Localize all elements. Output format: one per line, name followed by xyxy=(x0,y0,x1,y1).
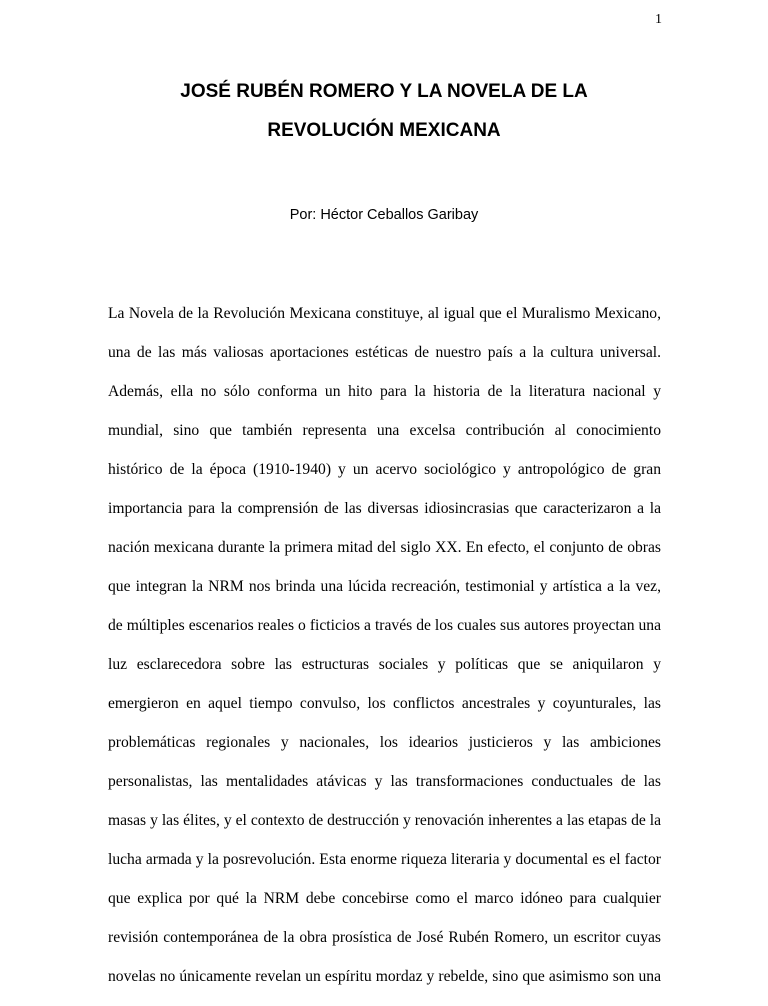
paragraph-line: emergieron en aquel tiempo convulso, los conflictos ancestrales y coyunturales, las xyxy=(108,695,661,712)
byline: Por: Héctor Ceballos Garibay xyxy=(289,207,479,223)
paragraph-line: que explica por qué la NRM debe concebirse como el marco idóneo para cualquier xyxy=(108,890,661,907)
paragraph-line: novelas no únicamente revelan un espíritu mordaz y rebelde, sino que asimismo son una xyxy=(108,968,661,985)
paragraph-line: importancia para la comprensión de las diversas idiosincrasias que caracterizaron a la xyxy=(108,500,661,517)
paragraph-line: histórico de la época (1910-1940) y un acervo sociológico y antropológico de gran xyxy=(108,461,661,478)
paragraph-line: masas y las élites, y el contexto de destrucción y renovación inherentes a las etapas de la xyxy=(108,812,661,829)
paragraph-line: lucha armada y la posrevolución. Esta enorme riqueza literaria y documental es el factor xyxy=(108,851,661,868)
page-number: 1 xyxy=(655,12,662,27)
paragraph-line: de múltiples escenarios reales o ficticios a través de los cuales sus autores proyectan una xyxy=(108,617,661,634)
paragraph-line: Además, ella no sólo conforma un hito para la historia de la literatura nacional y xyxy=(108,383,661,400)
paragraph-line: luz esclarecedora sobre las estructuras sociales y políticas que se aniquilaron y xyxy=(108,656,661,673)
paragraph-line: que integran la NRM nos brinda una lúcida recreación, testimonial y artística a la vez, xyxy=(108,578,661,595)
paragraph-line: una de las más valiosas aportaciones estéticas de nuestro país a la cultura universal. xyxy=(108,344,661,361)
paragraph-line: nación mexicana durante la primera mitad del siglo XX. En efecto, el conjunto de obras xyxy=(108,539,661,556)
paragraph-line: revisión contemporánea de la obra prosística de José Rubén Romero, un escritor cuyas xyxy=(108,929,661,946)
title-line-1: JOSÉ RUBÉN ROMERO Y LA NOVELA DE LA xyxy=(180,81,588,102)
body-paragraph xyxy=(108,304,661,1006)
paragraph-line: La Novela de la Revolución Mexicana constituye, al igual que el Muralismo Mexicano, xyxy=(108,305,661,322)
paragraph-line: personalistas, las mentalidades atávicas y las transformaciones conductuales de las xyxy=(108,773,661,790)
paragraph-line: problemáticas regionales y nacionales, los idearios justicieros y las ambiciones xyxy=(108,734,661,751)
paragraph-line: mundial, sino que también representa una excelsa contribución al conocimiento xyxy=(108,422,661,439)
title-line-2: REVOLUCIÓN MEXICANA xyxy=(267,120,501,141)
